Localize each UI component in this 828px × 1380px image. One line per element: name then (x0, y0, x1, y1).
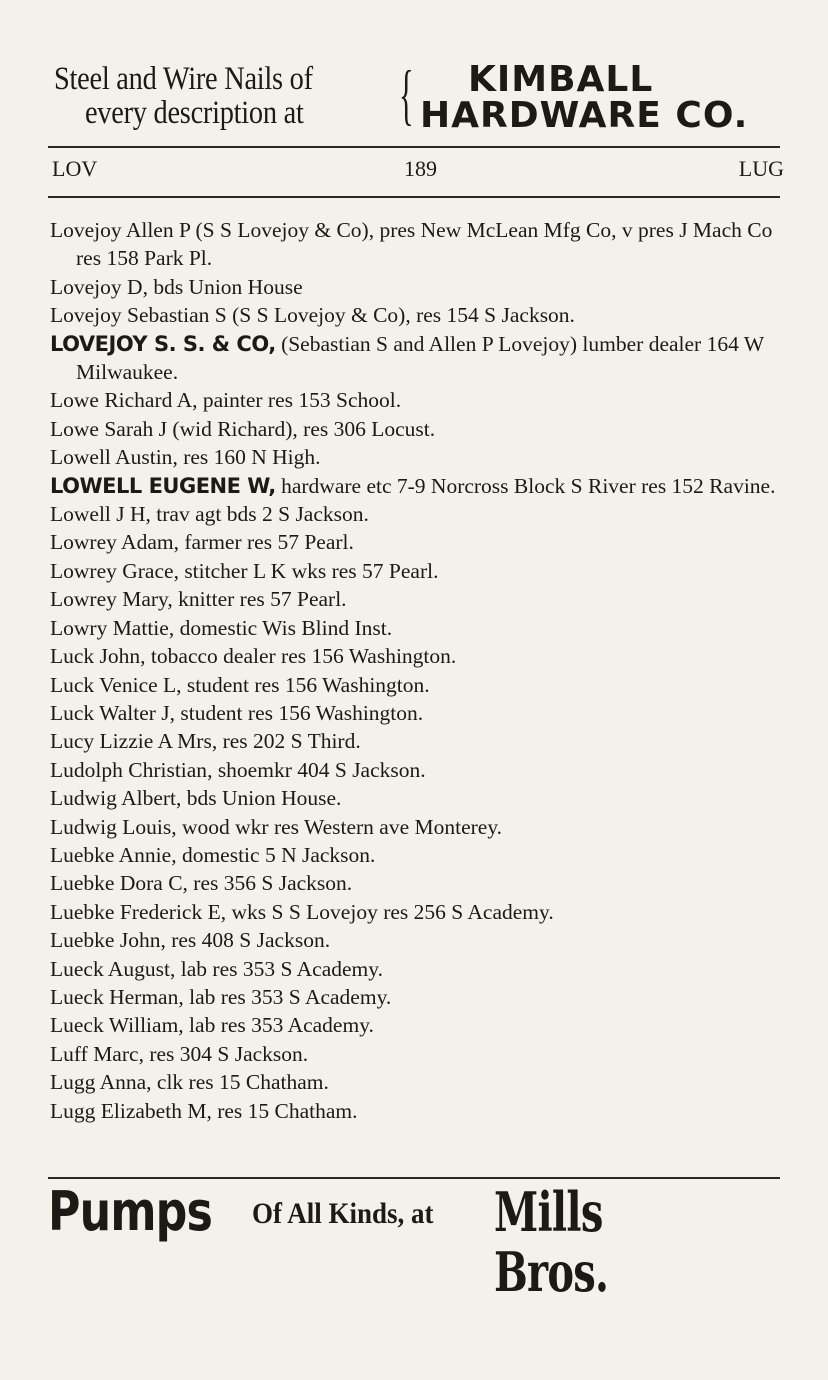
mills-bros-ad (48, 1180, 788, 1304)
entry-details: , wks S S Lovejoy res 256 S Academy. (220, 899, 554, 924)
entry-details: (S S Lovejoy & Co), pres New McLean Mfg Co, v pres J Mach Co res 158 Park Pl. (76, 218, 773, 271)
entry-details: , stitcher L K wks res 57 Pearl. (173, 558, 439, 583)
entry-name: Lueck Herman (50, 984, 179, 1009)
entry-details: (Sebastian S and Allen P Lovejoy) lumber dealer 164 W Milwaukee. (76, 331, 764, 385)
entry-name: Lueck August (50, 956, 171, 981)
directory-entry (50, 699, 785, 727)
entry-details: , tobacco dealer res 156 Washington. (140, 644, 457, 669)
entry-name: Luebke Dora C (50, 871, 183, 896)
entry-details: , farmer res 57 Pearl. (173, 530, 354, 555)
directory-entry (50, 216, 785, 273)
directory-entry (50, 273, 785, 301)
entry-name: Luck John (50, 644, 141, 669)
entry-name: Lowe Sarah J (50, 416, 168, 441)
entry-name: Lowrey Adam (50, 530, 174, 555)
header-right-guide: LUG (738, 156, 784, 181)
entry-details: , domestic Wis Blind Inst. (168, 615, 393, 640)
entry-details: , bds Union House. (176, 786, 342, 811)
kimball-hardware-name (420, 59, 800, 136)
entry-details: (S S Lovejoy & Co), res 154 S Jackson. (226, 303, 575, 328)
entry-details: , clk res 15 Chatham. (146, 1070, 329, 1095)
directory-entry (50, 671, 785, 699)
directory-entry (50, 386, 785, 414)
bottom-rule (48, 1177, 780, 1179)
directory-entry (50, 1011, 785, 1039)
entry-name: Luck Venice L (50, 672, 177, 697)
entry-name: Lowe Richard A (50, 388, 193, 413)
entry-name: Lowell Austin (50, 445, 173, 470)
entry-name: Lovejoy Sebastian S (50, 303, 227, 328)
directory-entry (50, 841, 785, 869)
brace-glyph: { (399, 56, 414, 132)
nails-ad-line-1: Steel and Wire Nails of (54, 61, 313, 97)
entry-name: LOVEJOY S. S. & CO, (50, 331, 276, 356)
entry-details: , lab res 353 S Academy. (170, 956, 383, 981)
entry-details: , res 356 S Jackson. (182, 871, 353, 896)
entry-name: Luebke John (50, 928, 161, 953)
entry-name: Lugg Elizabeth M (50, 1098, 207, 1123)
entry-name: Luff Marc (50, 1041, 139, 1066)
entry-details: , painter res 153 School. (192, 388, 402, 413)
entry-name: Ludolph Christian (50, 757, 208, 782)
entry-name: Lowell J H (50, 502, 146, 527)
entry-details: , student res 156 Washington. (176, 672, 430, 697)
entry-details: , res 408 S Jackson. (160, 928, 331, 953)
entry-details: , knitter res 57 Pearl. (167, 587, 347, 612)
entry-name: Lugg Anna (50, 1070, 147, 1095)
header-left-guide: LOV (52, 156, 98, 181)
entry-name: Lucy Lizzie A Mrs (50, 729, 212, 754)
nails-ad-line-2: every description at (84, 95, 304, 131)
entry-name: Luck Walter J (50, 700, 170, 725)
kimball-line: KIMBALL (468, 59, 654, 100)
header-rule (48, 196, 780, 198)
entry-details: , res 202 S Third. (211, 729, 361, 754)
top-rule (48, 146, 780, 148)
entry-details: , shoemkr 404 S Jackson. (207, 757, 426, 782)
entry-details: , student res 156 Washington. (169, 700, 424, 725)
directory-entry (50, 614, 785, 642)
entry-details: , trav agt bds 2 S Jackson. (145, 502, 369, 527)
directory-entry (50, 415, 785, 443)
directory-entry (50, 869, 785, 897)
directory-entry (50, 301, 785, 329)
entry-name: Ludwig Louis (50, 814, 172, 839)
entry-details: , wood wkr res Western ave Monterey. (171, 814, 503, 839)
entry-name: Ludwig Albert (50, 786, 176, 811)
directory-entry (50, 472, 785, 500)
entry-name: Luebke Frederick E (50, 899, 221, 924)
directory-entry (50, 557, 785, 585)
entry-name: Luebke Annie (50, 842, 172, 867)
entry-details: , res 304 S Jackson. (138, 1041, 309, 1066)
directory-entry (50, 955, 785, 983)
pumps-word: Pumps (48, 1180, 213, 1243)
entry-details: , lab res 353 S Academy. (178, 984, 392, 1009)
directory-entry (50, 898, 785, 926)
directory-entry (50, 756, 785, 784)
of-all-kinds-text: Of All Kinds, at (252, 1197, 434, 1230)
directory-entry (50, 443, 785, 471)
directory-entry (50, 983, 785, 1011)
entry-name: Lovejoy Allen P (50, 218, 191, 242)
directory-entries (50, 216, 785, 1125)
directory-entry (50, 330, 785, 387)
entry-details: (wid Richard), res 306 Locust. (167, 416, 436, 441)
entry-details: hardware etc 7-9 Norcross Block S River res 152 Ravine. (275, 473, 776, 498)
entry-name: Lowrey Grace (50, 558, 174, 583)
directory-entry (50, 784, 785, 812)
entry-details: , res 15 Chatham. (206, 1098, 358, 1123)
directory-entry (50, 642, 785, 670)
entry-name: Lovejoy D (50, 274, 143, 299)
directory-entry (50, 585, 785, 613)
entry-name: LOWELL EUGENE W, (50, 473, 276, 498)
entry-details: , lab res 353 Academy. (178, 1013, 374, 1038)
directory-entry (50, 727, 785, 755)
kimball-hardware-ad (48, 58, 788, 138)
directory-entry (50, 500, 785, 528)
entry-name: Lueck William (50, 1013, 179, 1038)
entry-name: Lowrey Mary (50, 587, 168, 612)
directory-entry (50, 1097, 785, 1125)
directory-entry (50, 1040, 785, 1068)
running-header (52, 156, 784, 186)
entry-name: Lowry Mattie (50, 615, 169, 640)
entry-details: , res 160 N High. (172, 445, 321, 470)
directory-entry (50, 926, 785, 954)
nails-ad-text (54, 62, 346, 130)
mills-bros-name: Mills Bros. (494, 1180, 609, 1304)
page-number: 189 (404, 156, 437, 181)
directory-entry (50, 528, 785, 556)
hardware-co-line: HARDWARE CO. (420, 95, 749, 136)
entry-details: , domestic 5 N Jackson. (171, 842, 376, 867)
entry-details: , bds Union House (142, 274, 303, 299)
directory-entry (50, 813, 785, 841)
directory-entry (50, 1068, 785, 1096)
